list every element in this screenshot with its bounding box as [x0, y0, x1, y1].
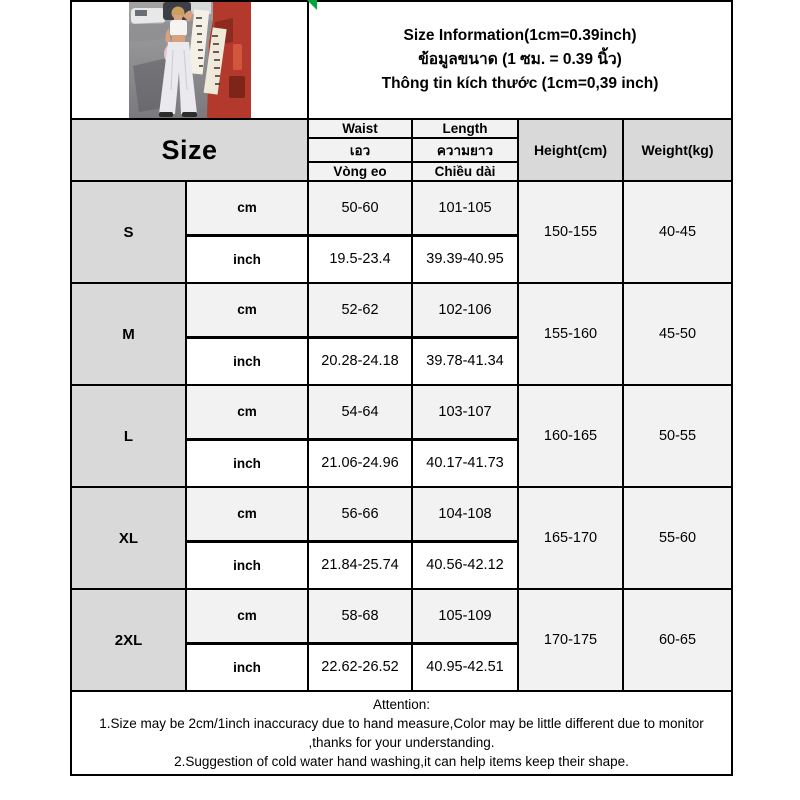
- length-inch-m: 39.78-41.34: [412, 337, 518, 385]
- height-s: 150-155: [518, 181, 623, 283]
- height-2xl: 170-175: [518, 589, 623, 691]
- header-waist-vi: Vòng eo: [308, 162, 412, 181]
- header-waist-en: Waist: [308, 119, 412, 138]
- waist-cm-l: 54-64: [308, 385, 412, 439]
- table-row-s-cm: [71, 181, 732, 235]
- weight-2xl: 60-65: [623, 589, 732, 691]
- length-cm-xl: 104-108: [412, 487, 518, 541]
- title-english: Size Information(1cm=0.39inch): [403, 27, 637, 44]
- unit-inch: inch: [186, 439, 308, 487]
- table-row-m-cm: [71, 283, 732, 337]
- waist-inch-s: 19.5-23.4: [308, 235, 412, 283]
- header-length-vi: Chiều dài: [412, 162, 518, 181]
- green-corner-mark: [307, 0, 317, 10]
- size-information-title: [308, 1, 732, 119]
- header-weight: Weight(kg): [623, 119, 732, 181]
- unit-inch: inch: [186, 541, 308, 589]
- header-row-1: [71, 119, 732, 138]
- waist-inch-l: 21.06-24.96: [308, 439, 412, 487]
- waist-inch-xl: 21.84-25.74: [308, 541, 412, 589]
- length-inch-xl: 40.56-42.12: [412, 541, 518, 589]
- length-cm-2xl: 105-109: [412, 589, 518, 643]
- height-xl: 165-170: [518, 487, 623, 589]
- size-chart-sheet: [70, 0, 731, 776]
- waist-cm-m: 52-62: [308, 283, 412, 337]
- size-label-m: M: [71, 283, 186, 385]
- header-height: Height(cm): [518, 119, 623, 181]
- table-row-l-cm: [71, 385, 732, 439]
- length-inch-2xl: 40.95-42.51: [412, 643, 518, 691]
- attention-row: [71, 691, 732, 775]
- header-size: Size: [71, 119, 308, 181]
- weight-xl: 55-60: [623, 487, 732, 589]
- table-row-2xl-cm: [71, 589, 732, 643]
- size-label-s: S: [71, 181, 186, 283]
- unit-inch: inch: [186, 235, 308, 283]
- waist-cm-2xl: 58-68: [308, 589, 412, 643]
- header-length-en: Length: [412, 119, 518, 138]
- size-label-l: L: [71, 385, 186, 487]
- length-cm-l: 103-107: [412, 385, 518, 439]
- waist-cm-s: 50-60: [308, 181, 412, 235]
- length-cm-s: 101-105: [412, 181, 518, 235]
- weight-s: 40-45: [623, 181, 732, 283]
- attention-line-2: 2.Suggestion of cold water hand washing,it can help items keep their shape.: [174, 754, 629, 769]
- attention-note: [71, 691, 732, 775]
- unit-cm: cm: [186, 589, 308, 643]
- waist-inch-2xl: 22.62-26.52: [308, 643, 412, 691]
- unit-inch: inch: [186, 337, 308, 385]
- size-information-table: [70, 0, 733, 776]
- title-vietnamese: Thông tin kích thước (1cm=0,39 inch): [381, 75, 659, 92]
- unit-cm: cm: [186, 283, 308, 337]
- title-thai: ข้อมูลขนาด (1 ซม. = 0.39 นิ้ว): [418, 51, 622, 68]
- length-inch-l: 40.17-41.73: [412, 439, 518, 487]
- waist-cm-xl: 56-66: [308, 487, 412, 541]
- attention-line-1: 1.Size may be 2cm/1inch inaccuracy due to hand measure,Color may be little different due to monitor ,thanks for your understanding.: [99, 716, 704, 750]
- waist-inch-m: 20.28-24.18: [308, 337, 412, 385]
- weight-m: 45-50: [623, 283, 732, 385]
- height-m: 155-160: [518, 283, 623, 385]
- unit-cm: cm: [186, 487, 308, 541]
- product-photo-cell: [71, 1, 308, 119]
- unit-cm: cm: [186, 385, 308, 439]
- header-length-th: ความยาว: [412, 138, 518, 162]
- product-photo: [129, 2, 251, 118]
- unit-cm: cm: [186, 181, 308, 235]
- table-row-xl-cm: [71, 487, 732, 541]
- header-waist-th: เอว: [308, 138, 412, 162]
- attention-heading: Attention:: [372, 697, 431, 712]
- size-label-xl: XL: [71, 487, 186, 589]
- length-cm-m: 102-106: [412, 283, 518, 337]
- height-l: 160-165: [518, 385, 623, 487]
- weight-l: 50-55: [623, 385, 732, 487]
- length-inch-s: 39.39-40.95: [412, 235, 518, 283]
- size-label-2xl: 2XL: [71, 589, 186, 691]
- title-row: [71, 1, 732, 119]
- unit-inch: inch: [186, 643, 308, 691]
